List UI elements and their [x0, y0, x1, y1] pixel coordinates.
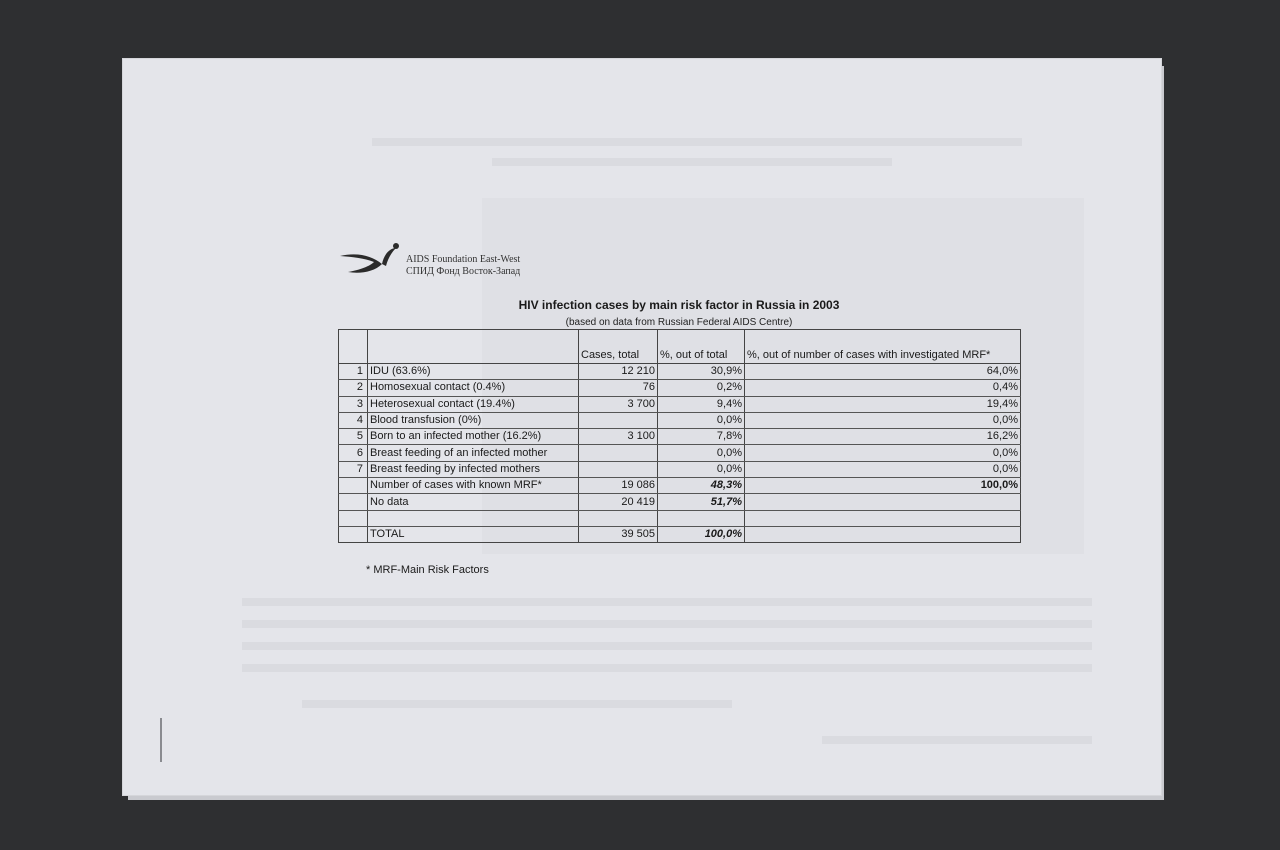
row-num: 4	[339, 412, 368, 428]
row-factor: Breast feeding of an infected mother	[368, 445, 579, 461]
show-through-text	[242, 642, 1092, 650]
row-pct-mrf: 0,0%	[745, 412, 1021, 428]
row-pct-mrf: 19,4%	[745, 396, 1021, 412]
header-num	[339, 330, 368, 364]
total-row	[339, 526, 1021, 542]
show-through-text	[242, 664, 1092, 672]
binder-clip	[160, 718, 162, 762]
logo-name-russian: СПИД Фонд Восток-Запад	[406, 266, 521, 277]
total-cases: 39 505	[579, 526, 658, 542]
blank-cell	[579, 510, 658, 526]
row-pct-total: 7,8%	[658, 429, 745, 445]
row-num-empty	[339, 494, 368, 510]
no-data-label: No data	[368, 494, 579, 510]
row-cases: 76	[579, 380, 658, 396]
row-factor: Homosexual contact (0.4%)	[368, 380, 579, 396]
row-pct-total: 30,9%	[658, 364, 745, 380]
row-cases	[579, 461, 658, 477]
footnote: * MRF-Main Risk Factors	[366, 564, 489, 576]
row-cases: 12 210	[579, 364, 658, 380]
row-factor: Breast feeding by infected mothers	[368, 461, 579, 477]
header-pct-mrf: %, out of number of cases with investigated MRF*	[745, 330, 1021, 364]
logo-name-english: AIDS Foundation East-West	[406, 254, 521, 265]
table-row	[339, 445, 1021, 461]
blank-cell	[745, 510, 1021, 526]
row-factor: Heterosexual contact (19.4%)	[368, 396, 579, 412]
show-through-text	[302, 700, 732, 708]
risk-factor-table	[338, 329, 1021, 543]
no-data-row	[339, 494, 1021, 510]
document-page	[122, 58, 1162, 796]
row-num: 5	[339, 429, 368, 445]
total-pct-mrf	[745, 526, 1021, 542]
blank-row	[339, 510, 1021, 526]
no-data-pct-total: 51,7%	[658, 494, 745, 510]
row-num: 1	[339, 364, 368, 380]
table-row	[339, 396, 1021, 412]
row-pct-mrf: 0,0%	[745, 461, 1021, 477]
show-through-text	[372, 138, 1022, 146]
show-through-text	[242, 598, 1092, 606]
row-cases: 3 700	[579, 396, 658, 412]
table-row	[339, 429, 1021, 445]
row-pct-total: 9,4%	[658, 396, 745, 412]
row-num: 2	[339, 380, 368, 396]
show-through-text	[822, 736, 1092, 744]
row-pct-total: 0,0%	[658, 412, 745, 428]
total-label: TOTAL	[368, 526, 579, 542]
document-title: HIV infection cases by main risk factor in Russia in 2003	[518, 298, 840, 312]
header-factor	[368, 330, 579, 364]
row-pct-total: 0,2%	[658, 380, 745, 396]
no-data-cases: 20 419	[579, 494, 658, 510]
row-cases	[579, 445, 658, 461]
row-cases	[579, 412, 658, 428]
header-cases: Cases, total	[579, 330, 658, 364]
row-num: 7	[339, 461, 368, 477]
row-factor: Blood transfusion (0%)	[368, 412, 579, 428]
row-pct-mrf: 0,0%	[745, 445, 1021, 461]
row-factor: IDU (63.6%)	[368, 364, 579, 380]
no-data-pct-mrf	[745, 494, 1021, 510]
blank-cell	[368, 510, 579, 526]
total-pct-total: 100,0%	[658, 526, 745, 542]
row-cases: 3 100	[579, 429, 658, 445]
known-mrf-row	[339, 478, 1021, 494]
header-pct-total: %, out of total	[658, 330, 745, 364]
table-row	[339, 364, 1021, 380]
foundation-logo-mark	[338, 242, 408, 282]
row-num: 6	[339, 445, 368, 461]
known-mrf-cases: 19 086	[579, 478, 658, 494]
table-row	[339, 380, 1021, 396]
document-subtitle: (based on data from Russian Federal AIDS Centre)	[565, 317, 793, 328]
row-num: 3	[339, 396, 368, 412]
known-mrf-pct-total: 48,3%	[658, 478, 745, 494]
table-row	[339, 461, 1021, 477]
show-through-text	[492, 158, 892, 166]
table-row	[339, 412, 1021, 428]
row-pct-total: 0,0%	[658, 445, 745, 461]
blank-cell	[339, 510, 368, 526]
blank-cell	[658, 510, 745, 526]
row-pct-mrf: 16,2%	[745, 429, 1021, 445]
known-mrf-pct-mrf: 100,0%	[745, 478, 1021, 494]
show-through-text	[242, 620, 1092, 628]
foundation-logo	[338, 242, 568, 282]
known-mrf-label: Number of cases with known MRF*	[368, 478, 579, 494]
row-num-empty	[339, 478, 368, 494]
row-pct-mrf: 64,0%	[745, 364, 1021, 380]
row-num-empty	[339, 526, 368, 542]
row-pct-total: 0,0%	[658, 461, 745, 477]
row-pct-mrf: 0,4%	[745, 380, 1021, 396]
table-header-row	[339, 330, 1021, 364]
row-factor: Born to an infected mother (16.2%)	[368, 429, 579, 445]
